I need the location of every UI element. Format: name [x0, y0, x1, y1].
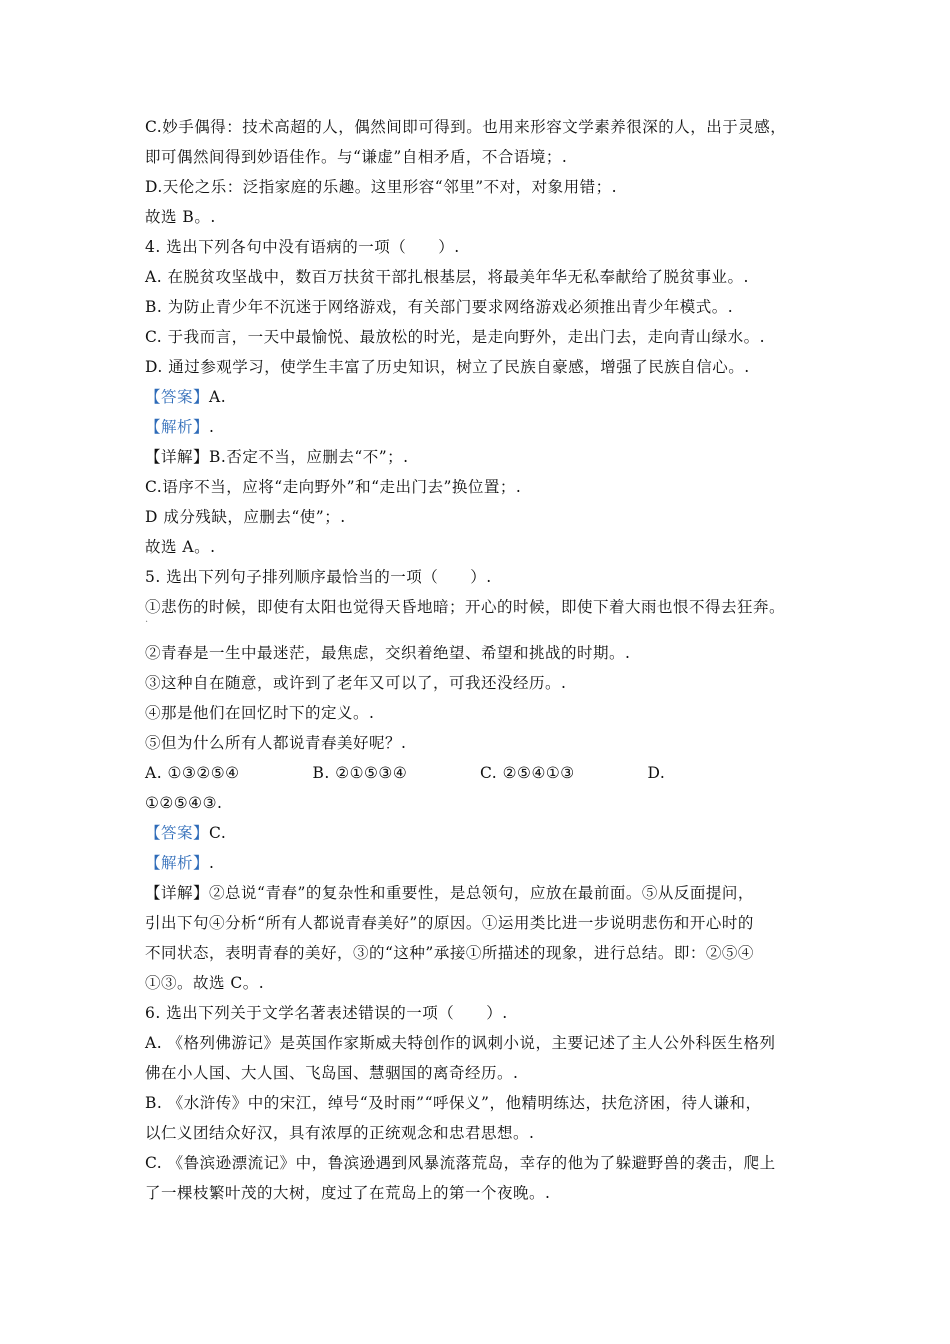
q5-sentence-2: ②青春是一生中最迷茫，最焦虑，交织着绝望、希望和挑战的时期。. — [145, 644, 631, 662]
detail-tag: 【详解】 — [145, 884, 210, 902]
question-4-title: 4. 选出下列各句中没有语病的一项（ ）. — [145, 238, 460, 256]
text-line: C.妙手偶得：技术高超的人，偶然间即可得到。也用来形容文学素养很深的人，出于灵感， — [145, 118, 787, 136]
text-line: C. 《鲁滨逊漂流记》中，鲁滨逊遇到风暴流落荒岛，幸存的他为了躲避野兽的袭击，爬上 — [145, 1154, 776, 1172]
q5-sentence-1: ①悲伤的时候，即使有太阳也觉得天昏地暗；开心的时候，即使下着大雨也恨不得去狂奔。 — [145, 598, 786, 616]
document-page — [145, 112, 815, 1208]
q4-answer — [145, 382, 815, 412]
answer-value: C. — [209, 824, 227, 842]
analysis-tag: 【解析】 — [145, 854, 210, 872]
q5-sentence-1-mark: · — [145, 617, 149, 628]
text-line: C.语序不当，应将“走向野外”和“走出门去”换位置；. — [145, 478, 522, 496]
q4-detail — [145, 442, 815, 472]
text-line: D 成分残缺，应删去“使”；. — [145, 508, 346, 526]
q5-sentence-3: ③这种自在随意，或许到了老年又可以了，可我还没经历。. — [145, 674, 567, 692]
q5-option-d-text: ①②⑤④③. — [145, 794, 223, 812]
q4-analysis — [145, 412, 815, 442]
q4-option-c: C. 于我而言，一天中最愉悦、最放松的时光，是走向野外，走出门去，走向青山绿水。. — [145, 328, 766, 346]
detail-value: B.否定不当，应删去“不”；. — [209, 448, 409, 466]
question-6-title: 6. 选出下列关于文学名著表述错误的一项（ ）. — [145, 1004, 508, 1022]
q5-option-a: A. ①③②⑤④ — [145, 764, 240, 782]
q4-option-a: A. 在脱贫攻坚战中，数百万扶贫干部扎根基层，将最美年华无私奉献给了脱贫事业。. — [145, 268, 749, 286]
text-line: 了一棵枝繁叶茂的大树，度过了在荒岛上的第一个夜晚。. — [145, 1184, 551, 1202]
q5-options — [145, 758, 815, 788]
answer-tag: 【答案】 — [145, 388, 210, 406]
answer-tag: 【答案】 — [145, 824, 210, 842]
q5-sentence-4: ④那是他们在回忆时下的定义。. — [145, 704, 375, 722]
q5-answer — [145, 818, 815, 848]
analysis-value: . — [209, 418, 215, 436]
text-line: 不同状态，表明青春的美好，③的“这种”承接①所描述的现象，进行总结。即：②⑤④ — [145, 944, 754, 962]
analysis-tag: 【解析】 — [145, 418, 210, 436]
q5-option-b: B. ②①⑤③④ — [312, 764, 408, 782]
analysis-value: . — [209, 854, 215, 872]
detail-tag: 【详解】 — [145, 448, 210, 466]
text-line: 以仁义团结众好汉，具有浓厚的正统观念和忠君思想。. — [145, 1124, 535, 1142]
text-line: A. 《格列佛游记》是英国作家斯威夫特创作的讽刺小说，主要记述了主人公外科医生格列 — [145, 1034, 776, 1052]
question-5-title: 5. 选出下列句子排列顺序最恰当的一项（ ）. — [145, 568, 492, 586]
q5-detail — [145, 878, 815, 908]
q4-option-d: D. 通过参观学习，使学生丰富了历史知识，树立了民族自豪感，增强了民族自信心。. — [145, 358, 750, 376]
text-line: ①③。故选 C。. — [145, 974, 265, 992]
text-line: 佛在小人国、大人国、飞岛国、慧骃国的离奇经历。. — [145, 1064, 519, 1082]
q4-option-b: B. 为防止青少年不沉迷于网络游戏，有关部门要求网络游戏必须推出青少年模式。. — [145, 298, 734, 316]
q5-option-c: C. ②⑤④①③ — [480, 764, 575, 782]
text-line: 故选 A。. — [145, 538, 216, 556]
text-line: 故选 B。. — [145, 208, 216, 226]
text-line: B. 《水浒传》中的宋江，绰号“及时雨”“呼保义”，他精明练达，扶危济困，待人谦和， — [145, 1094, 762, 1112]
text-line: D.天伦之乐：泛指家庭的乐趣。这里形容“邻里”不对，对象用错；. — [145, 178, 618, 196]
q5-option-d: D. — [647, 764, 666, 782]
q5-analysis — [145, 848, 815, 878]
detail-value: ②总说“青春”的复杂性和重要性，是总领句，应放在最前面。⑤从反面提问， — [209, 884, 754, 902]
answer-value: A. — [209, 388, 227, 406]
text-line: 即可偶然间得到妙语佳作。与“谦虚”自相矛盾，不合语境；. — [145, 148, 568, 166]
q5-sentence-5: ⑤但为什么所有人都说青春美好呢？. — [145, 734, 407, 752]
text-line: 引出下句④分析“所有人都说青春美好”的原因。①运用类比进一步说明悲伤和开心时的 — [145, 914, 754, 932]
